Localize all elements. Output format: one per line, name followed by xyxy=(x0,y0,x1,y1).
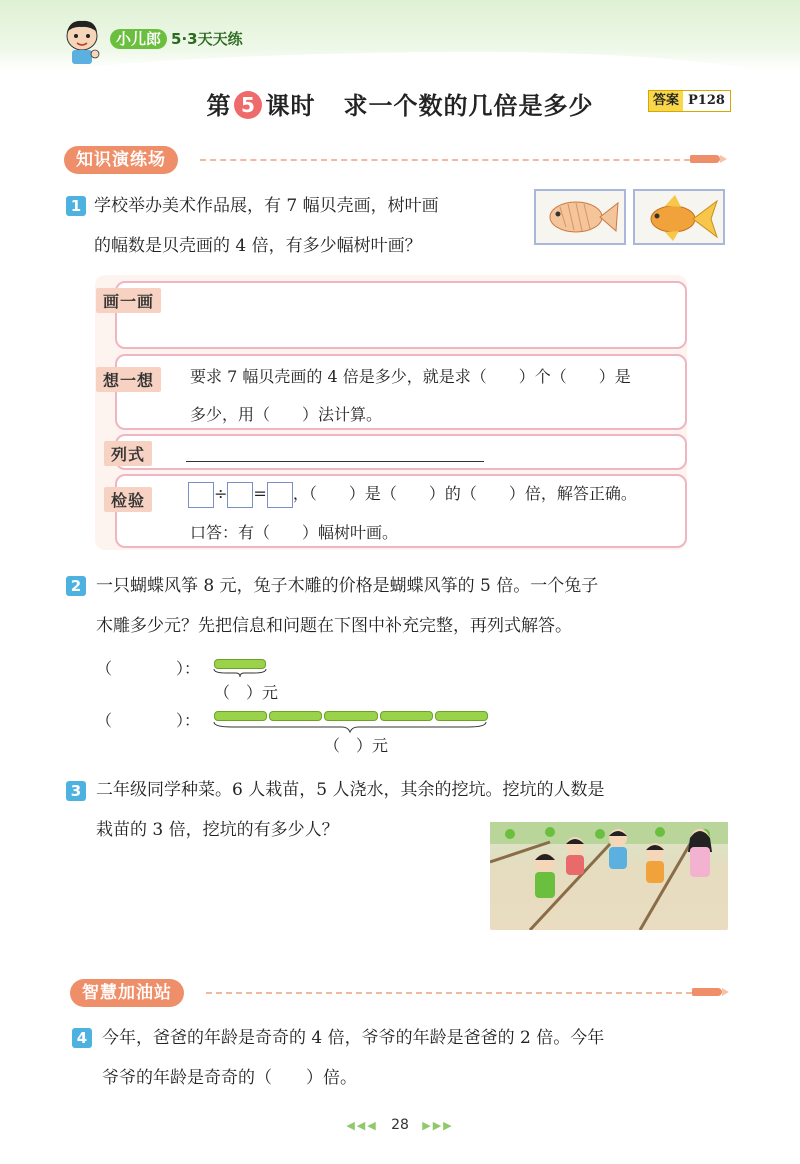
draw-area[interactable] xyxy=(115,281,687,349)
mascot-icon xyxy=(60,18,104,66)
check-label: 检验 xyxy=(104,487,152,512)
q1-text xyxy=(94,186,524,266)
think-label: 想一想 xyxy=(96,367,161,392)
pencil-icon xyxy=(692,988,722,996)
check-line xyxy=(188,481,637,508)
q1-line2: 的幅数是贝壳画的 4 倍，有多少幅树叶画？ xyxy=(94,236,422,256)
shell-fish-picture xyxy=(534,189,626,245)
section-divider xyxy=(206,992,692,994)
answer-label: 答案 xyxy=(649,91,683,111)
question-number-badge: 1 xyxy=(66,196,86,216)
brand-main: 小儿郎 xyxy=(110,29,167,49)
section-header-challenge: 智慧加油站 xyxy=(70,979,184,1007)
q2-row2-label: （ ）： xyxy=(96,711,201,730)
q2-row1-label: （ ）： xyxy=(96,659,201,678)
title-suffix: 课时 xyxy=(265,92,316,120)
draw-label: 画一画 xyxy=(96,288,161,313)
q1-line1: 学校举办美术作品展，有 7 幅贝壳画，树叶画 xyxy=(94,196,439,216)
brand-sub: 5·3天天练 xyxy=(171,30,243,48)
think-line1: 要求 7 幅贝壳画的 4 倍是多少，就是求（ ）个（ ）是 xyxy=(190,367,631,386)
q4-line1: 今年，爸爸的年龄是奇奇的 4 倍，爷爷的年龄是爸爸的 2 倍。今年 xyxy=(102,1028,605,1048)
next-arrows-icon: ▶▶▶ xyxy=(422,1119,454,1132)
formula-area[interactable] xyxy=(115,434,687,470)
prev-arrows-icon: ◀◀◀ xyxy=(346,1119,378,1132)
question-number-badge: 3 xyxy=(66,781,86,801)
check-box-quotient[interactable] xyxy=(267,482,293,508)
leaf-fish-picture xyxy=(633,189,725,245)
equals-sign: = xyxy=(253,484,267,503)
page-number-value: 28 xyxy=(391,1117,409,1133)
formula-label: 列式 xyxy=(104,441,152,466)
section-divider xyxy=(200,159,690,161)
q1-answer-line: 口答：有（ ）幅树叶画。 xyxy=(190,523,399,542)
answer-page: P128 xyxy=(683,91,730,111)
brand-logo xyxy=(110,28,243,49)
lesson-number-badge: 5 xyxy=(234,91,262,119)
q2-line2: 木雕多少元？先把信息和问题在下图中补充完整，再列式解答。 xyxy=(96,616,572,636)
think-line2: 多少，用（ ）法计算。 xyxy=(190,405,383,424)
q4-text xyxy=(102,1018,742,1098)
q2-row2-caption: （ ）元 xyxy=(324,736,389,755)
check-box-divisor[interactable] xyxy=(227,482,253,508)
q3-line1: 二年级同学种菜。6 人栽苗，5 人浇水，其余的挖坑。挖坑的人数是 xyxy=(96,780,605,800)
check-box-dividend[interactable] xyxy=(188,482,214,508)
check-rest: ，（ ）是（ ）的（ ）倍，解答正确。 xyxy=(292,484,637,503)
q2-line1: 一只蝴蝶风筝 8 元，兔子木雕的价格是蝴蝶风筝的 5 倍。一个兔子 xyxy=(96,576,599,596)
section-header-practice: 知识演练场 xyxy=(64,146,178,174)
title-prefix: 第 xyxy=(206,92,232,120)
planting-scene-picture xyxy=(490,822,728,930)
q3-line2: 栽苗的 3 倍，挖坑的有多少人？ xyxy=(96,820,339,840)
q4-line2: 爷爷的年龄是奇奇的（ ）倍。 xyxy=(102,1068,357,1088)
formula-answer-line[interactable] xyxy=(186,461,484,462)
row2-brace xyxy=(212,720,488,734)
q2-text xyxy=(96,566,736,646)
page-number xyxy=(0,1117,800,1133)
question-number-badge: 2 xyxy=(66,576,86,596)
row1-brace xyxy=(212,667,268,679)
pencil-icon xyxy=(690,155,720,163)
answer-reference-tag[interactable] xyxy=(648,90,731,112)
divide-sign: ÷ xyxy=(214,484,228,503)
q2-row1-caption: （ ）元 xyxy=(214,683,279,702)
question-number-badge: 4 xyxy=(72,1028,92,1048)
title-topic: 求一个数的几倍是多少 xyxy=(343,92,594,120)
